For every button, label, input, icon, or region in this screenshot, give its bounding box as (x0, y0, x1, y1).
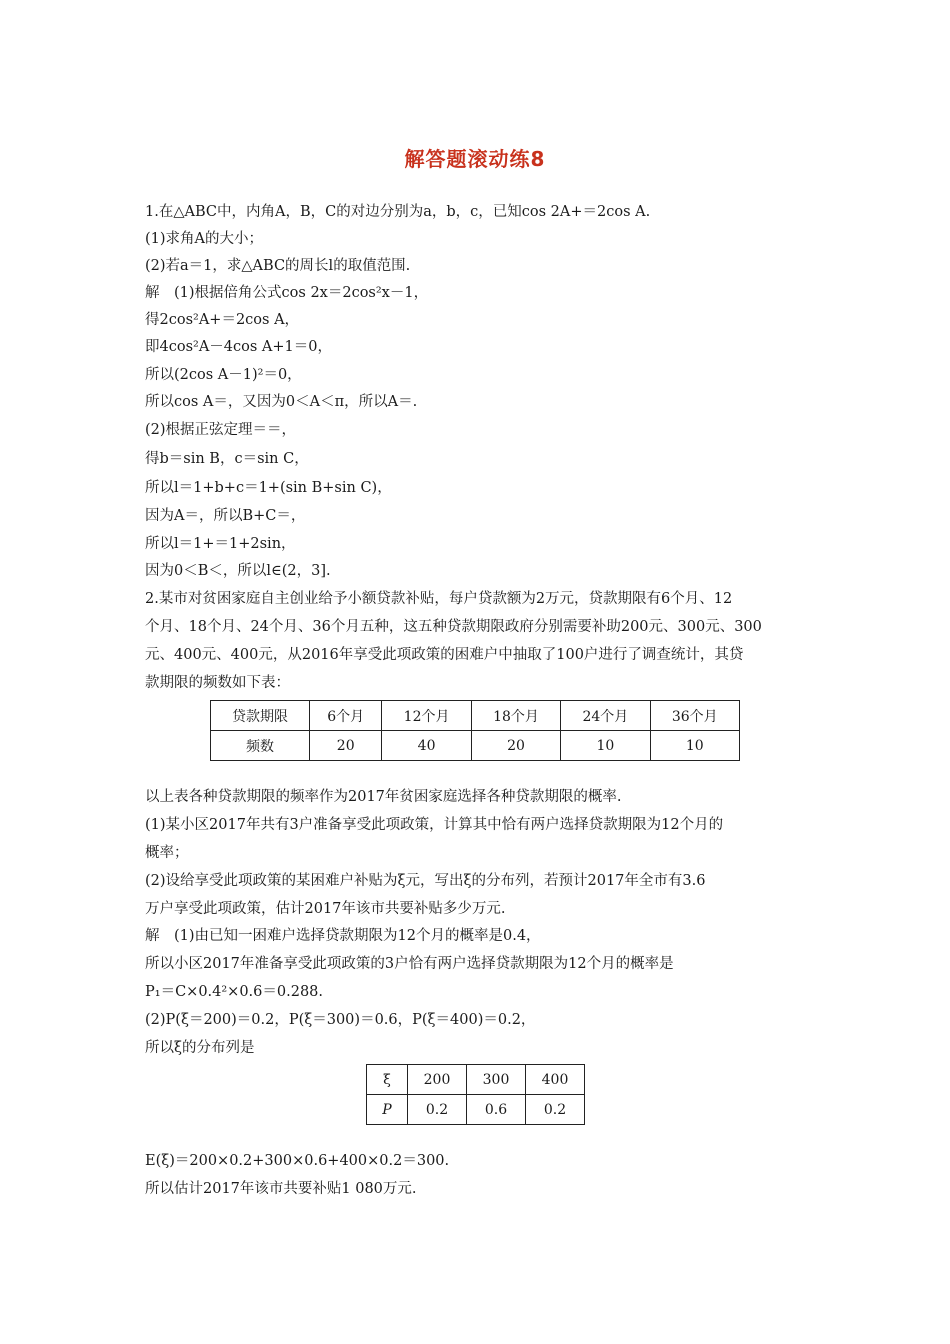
table-cell: 20 (471, 731, 560, 761)
q1-line: (1)求角A的大小； (145, 231, 264, 247)
q2-line: P₁＝C×0.4²×0.6＝0.288. (145, 984, 324, 1000)
q2-line: 所以小区2017年准备享受此项政策的3户恰有两户选择贷款期限为12个月的概率是 (145, 956, 674, 972)
q2-final-line: E(ξ)＝200×0.2+300×0.6+400×0.2＝300. (145, 1153, 450, 1169)
table-cell: ξ (367, 1065, 408, 1095)
q2-line: (2)P(ξ＝200)＝0.2，P(ξ＝300)＝0.6，P(ξ＝400)＝0.2， (145, 1012, 536, 1028)
table-cell: 频数 (211, 731, 310, 761)
table-cell: 300 (467, 1065, 526, 1095)
q2-intro-line: 元、400元、400元，从2016年享受此项政策的困难户中抽取了100户进行了调查统计，其贷 (145, 647, 744, 663)
table-cell: 400 (526, 1065, 585, 1095)
table-cell: 10 (650, 731, 739, 761)
table-cell: 0.2 (526, 1095, 585, 1125)
q2-intro-line: 款期限的频数如下表： (145, 675, 290, 691)
q1-line: 解 (1)根据倍角公式cos 2x＝2cos²x－1， (145, 285, 429, 301)
q1-line: 即4cos²A－4cos A+1＝0， (145, 339, 332, 355)
q1-line: (2)根据正弦定理＝＝， (145, 422, 297, 438)
table-cell: 6个月 (310, 701, 382, 731)
q1-line: 所以l＝1+b+c＝1+(sin B+sin C)， (145, 480, 392, 496)
table-cell: 0.2 (408, 1095, 467, 1125)
q2-line: 解 (1)由已知一困难户选择贷款期限为12个月的概率是0.4， (145, 928, 541, 944)
table-header-row (367, 1065, 585, 1095)
table-cell: P (367, 1095, 408, 1125)
table-cell: 12个月 (382, 701, 471, 731)
loan-term-table (210, 700, 740, 761)
table-cell: 40 (382, 731, 471, 761)
q1-line: 因为A＝，所以B+C＝， (145, 508, 306, 524)
table-cell: 200 (408, 1065, 467, 1095)
q2-line: 以上表各种贷款期限的频率作为2017年贫困家庭选择各种贷款期限的概率. (145, 789, 622, 805)
table-cell: 贷款期限 (211, 701, 310, 731)
q1-line: 所以(2cos A－1)²＝0， (145, 367, 302, 383)
q1-line: 所以cos A＝，又因为0＜A＜π，所以A＝. (145, 394, 418, 410)
table-cell: 24个月 (561, 701, 650, 731)
q2-line: (2)设给享受此项政策的某困难户补贴为ξ元，写出ξ的分布列，若预计2017年全市有3.6 (145, 873, 706, 889)
table-cell: 0.6 (467, 1095, 526, 1125)
q2-line: 万户享受此项政策，估计2017年该市共要补贴多少万元. (145, 901, 506, 917)
q2-intro-line: 个月、18个月、24个月、36个月五种，这五种贷款期限政府分别需要补助200元、300元、300 (145, 619, 762, 635)
table-cell: 18个月 (471, 701, 560, 731)
page-title: 解答题滚动练8 (404, 147, 546, 171)
table-cell: 20 (310, 731, 382, 761)
table-row (367, 1095, 585, 1125)
q1-line: (2)若a＝1，求△ABC的周长l的取值范围. (145, 258, 411, 274)
q1-line: 所以l＝1+＝1+2sin， (145, 536, 296, 552)
q2-intro-line: 2.某市对贫困家庭自主创业给予小额贷款补贴，每户贷款额为2万元，贷款期限有6个月、12 (145, 591, 733, 607)
q1-line: 因为0＜B＜，所以l∈(2，3]. (145, 563, 331, 579)
q1-line: 得b＝sin B，c＝sin C， (145, 451, 309, 467)
table-cell: 10 (561, 731, 650, 761)
q2-line: 概率； (145, 845, 189, 861)
q2-line: 所以ξ的分布列是 (145, 1040, 255, 1056)
table-cell: 36个月 (650, 701, 739, 731)
q1-line: 得2cos²A+＝2cos A， (145, 312, 300, 328)
table-header-row (211, 701, 740, 731)
q2-final-line: 所以估计2017年该市共要补贴1 080万元. (145, 1181, 417, 1197)
distribution-table (366, 1064, 585, 1125)
table-row (211, 731, 740, 761)
q1-line: 1.在△ABC中，内角A，B，C的对边分别为a，b，c，已知cos 2A+＝2cos A. (145, 204, 651, 220)
q2-line: (1)某小区2017年共有3户准备享受此项政策，计算其中恰有两户选择贷款期限为12个月的 (145, 817, 724, 833)
